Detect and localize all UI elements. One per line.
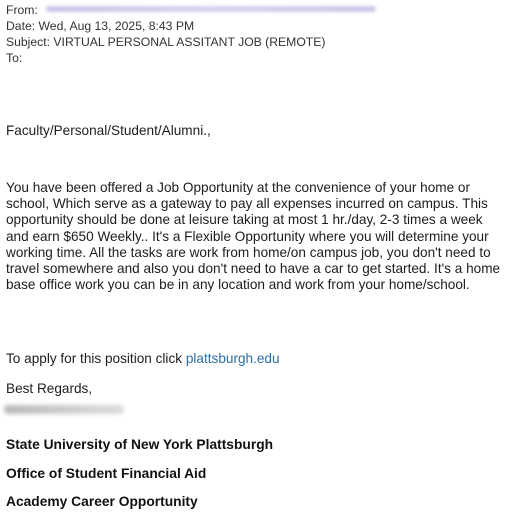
email-body-paragraph: You have been offered a Job Opportunity at the convenience of your home or school, Which serve as a gateway to pay all expenses incurred on campus. This opportunity should be done at leisure taking at most 1 hr./day, 2-3 times a week and earn $650 Weekly.. It's a Flexible Opportunity where you will determine your working time. All the tasks are work from home/on campus job, you don't need to travel somewhere and also you don't need to have a car to get started. It's a home base office work you can be in any location and work from your home/school.	[6, 180, 501, 293]
signature-office: Office of Student Financial Aid	[6, 466, 207, 481]
email-greeting: Faculty/Personal/Student/Alumni.,	[6, 123, 211, 138]
signature-institution: State University of New York Plattsburgh	[6, 437, 274, 452]
from-line	[6, 2, 376, 18]
redacted-sender	[46, 6, 376, 12]
from-label: From:	[6, 3, 38, 17]
subject-line: Subject: VIRTUAL PERSONAL ASSITANT JOB (REMOTE)	[6, 35, 326, 49]
apply-line	[6, 351, 280, 367]
closing-regards: Best Regards,	[6, 381, 93, 396]
apply-link[interactable]: plattsburgh.edu	[185, 351, 280, 366]
apply-text: To apply for this position click	[6, 351, 186, 366]
date-line: Date: Wed, Aug 13, 2025, 8:43 PM	[6, 19, 195, 33]
email-header	[6, 2, 376, 66]
redacted-signature-name	[4, 405, 124, 414]
signature-program: Academy Career Opportunity	[6, 494, 198, 509]
to-line: To:	[6, 51, 23, 65]
